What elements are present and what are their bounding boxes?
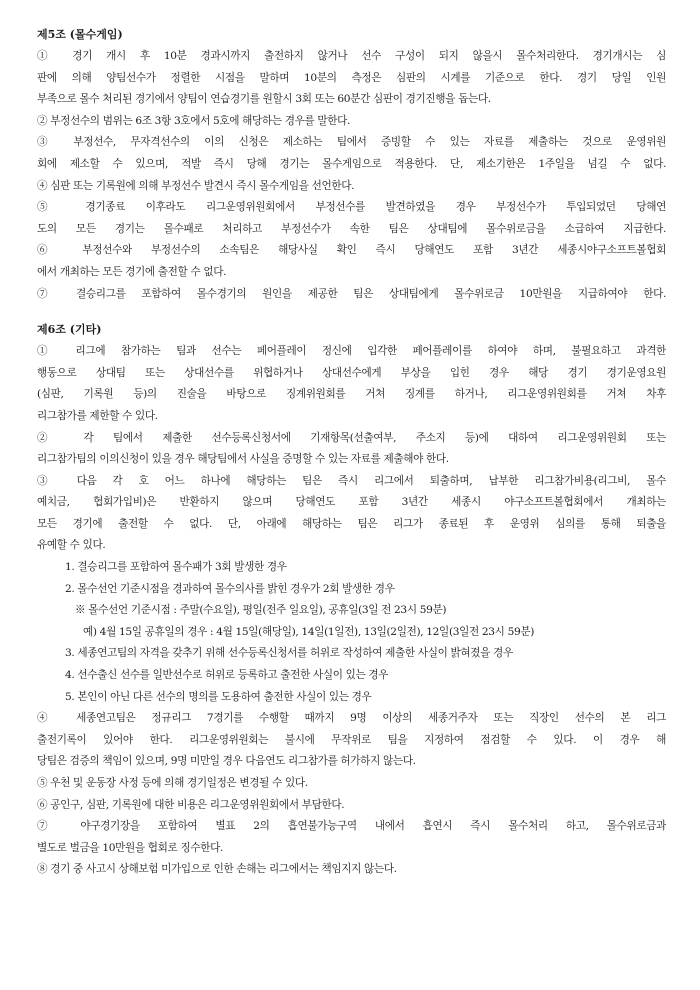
section-5-line: ② 부정선수의 범위는 6조 3항 3호에서 5호에 해당하는 경우를 말한다. [37,114,351,127]
list-item: 5. 본인이 아닌 다른 선수의 명의를 도용하여 출전한 사실이 있는 경우 [65,690,372,703]
list-item: 1. 결승리그를 포함하여 몰수패가 3회 발생한 경우 [65,561,287,574]
section-6-line: ⑧ 경기 중 사고시 상해보험 미가입으로 인한 손해는 리그에서는 책임지지 않는다. [37,863,397,876]
section-5-line: ③ 부정선수, 무자격선수의 이의 신청은 제소하는 팀에서 증빙할 수 있는 자료를 제출하는 것으로 운영위원 [37,136,666,149]
section-5-line: ① 경기 개시 후 10분 경과시까지 출전하지 않거나 선수 구성이 되지 않을시 몰수처리한다. 경기개시는 심 [37,50,666,62]
section-6-line: 리그참가팀의 이의신청이 있을 경우 해당팀에서 사실을 증명할 수 있는 자료를 제출해야 한다. [37,453,449,466]
section-6-line: 당팀은 검증의 책임이 있으며, 9명 미만일 경우 다음연도 리그참가를 허가하지 않는다. [37,755,416,768]
section-6-line: 행동으로 상대팀 또는 상대선수를 위협하거나 상대선수에게 부상을 입힌 경우 해당 경기 경기운영요원 [37,366,666,379]
section-5-line: ⑥ 부정선수와 부정선수의 소속팀은 해당사실 확인 즉시 당해연도 포함 3년간 세종시야구소프트볼협회 [37,244,666,257]
section-6-line: ⑤ 우천 및 운동장 사정 등에 의해 경기일정은 변경될 수 있다. [37,777,308,789]
section-5-line: 부족으로 몰수 처리된 경기에서 양팀이 연습경기를 원할시 3회 또는 60분간 심판이 경기진행을 돕는다. [37,93,491,106]
section-6-line: ① 리그에 참가하는 팀과 선수는 페어플레이 정신에 입각한 페어플레이를 하여야 하며, 불필요하고 과격한 [37,345,666,358]
section-6-line: (심판, 기록원 등)의 진술을 바탕으로 징계위원회를 거쳐 징계를 하거나, 리그운영위원회를 거쳐 차후 [37,388,666,401]
section-6-line: 출전기록이 있어야 한다. 리그운영위원회는 불시에 무작위로 팀을 지정하여 점검할 수 있다. 이 경우 해 [37,733,666,746]
section-6-line: ④ 세종연고팀은 정규리그 7경기를 수행할 때까지 9명 이상의 세종거주자 또는 직장인 선수의 본 리그 [37,712,666,725]
section-6-line: 예치금, 협회가입비)은 반환하지 않으며 당해연도 포함 3년간 세종시 야구소프트볼협회에서 개최하는 [37,496,666,509]
section-5-line: 회에 제소할 수 있으며, 적발 즉시 당해 경기는 몰수게임으로 적용한다. 단, 제소기한은 1주일을 넘길 수 없다. [37,157,666,170]
section-6-line: 유예할 수 있다. [37,539,106,552]
section-5-line: ⑦ 결승리그를 포함하여 몰수경기의 원인을 제공한 팀은 상대팀에게 몰수위로금 10만원을 지급하여야 한다. [37,287,666,300]
section-5-line: 에서 개최하는 모든 경기에 출전할 수 없다. [37,265,227,278]
section-6-line: ⑥ 공인구, 심판, 기록원에 대한 비용은 리그운영위원회에서 부담한다. [37,798,345,811]
section-6-body [37,341,666,881]
section-6-line: 별도로 벌금을 10만원을 협회로 징수한다. [37,841,224,854]
note-example-line: 예) 4월 15일 공휴일의 경우 : 4월 15일(해당일), 14일(1일전), 13일(2일전), 12일(3일전 23시 59분) [83,625,535,638]
section-5-line: ④ 심판 또는 기록원에 의해 부정선수 발견시 즉시 몰수게임을 선언한다. [37,179,355,192]
section-5-line: 도의 모든 경기는 몰수패로 처리하고 부정선수가 속한 팀은 상대팀에 몰수위로금을 소급하여 지급한다. [37,222,666,235]
list-item: 2. 몰수선언 기준시점을 경과하여 몰수의사를 밝힌 경우가 2회 발생한 경우 [65,582,395,595]
section-5-body [37,46,666,305]
section-6-line: ⑦ 야구경기장을 포함하여 별표 2의 흡연불가능구역 내에서 흡연시 즉시 몰수처리 하고, 몰수위로금과 [37,820,666,833]
section-6-line: ② 각 팀에서 제출한 선수등록신청서에 기재항목(선출여부, 주소지 등)에 대하여 리그운영위원회 또는 [37,431,666,444]
section-5-title: 제5조 (몰수게임) [37,28,123,41]
section-6-line: 리그참가를 제한할 수 있다. [37,409,158,422]
section-6-line: ③ 다음 각 호 어느 하나에 해당하는 팀은 즉시 리그에서 퇴출하며, 납부한 리그참가비용(리그비, 몰수 [37,474,666,487]
section-6-line: 모든 경기에 출전할 수 없다. 단, 아래에 해당하는 팀은 리그가 종료된 후 운영위 심의를 통해 퇴출을 [37,517,666,530]
section-6-title: 제6조 (기타) [37,323,102,337]
section-5-line: ⑤ 경기종료 이후라도 리그운영위원회에서 부정선수를 발견하였을 경우 부정선수가 투입되었던 당해연 [37,201,666,214]
section-5-line: 판에 의해 양팀선수가 정렬한 시점을 말하며 10분의 측정은 심판의 시계를 기준으로 한다. 경기 당일 인원 [37,71,666,84]
list-item: 4. 선수출신 선수를 일반선수로 허위로 등록하고 출전한 사실이 있는 경우 [65,669,389,682]
note-line: ※ 몰수선언 기준시점 : 주말(수요일), 평일(전주 일요일), 공휴일(3일 전 23시 59분) [75,604,447,617]
list-item: 3. 세종연고팀의 자격을 갖추기 위해 선수등록신청서를 허위로 작성하여 제출한 사실이 밝혀졌을 경우 [65,647,513,660]
